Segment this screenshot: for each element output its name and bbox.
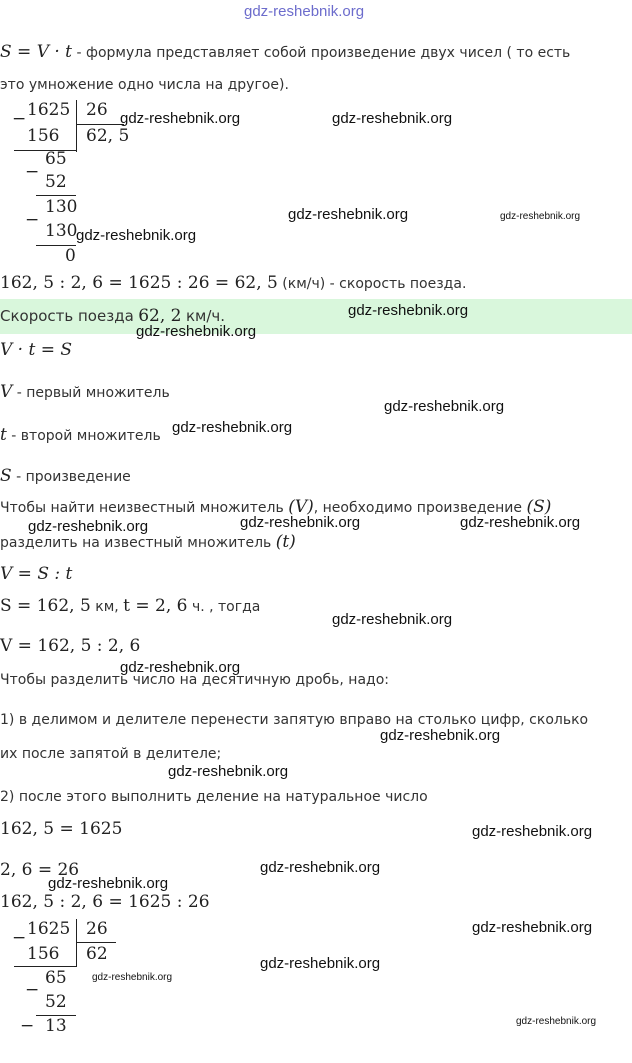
rule-symbol-t: (t) bbox=[275, 532, 296, 552]
watermark: gdz-reshebnik.org bbox=[136, 323, 257, 340]
watermark-top: gdz-reshebnik.org bbox=[244, 3, 365, 20]
watermark: gdz-reshebnik.org bbox=[120, 110, 241, 127]
remainder-1: 65 bbox=[45, 149, 67, 169]
watermark: gdz-reshebnik.org bbox=[28, 518, 149, 535]
symbol-v: V bbox=[0, 382, 13, 402]
watermark: gdz-reshebnik.org bbox=[460, 514, 581, 531]
watermark: gdz-reshebnik.org bbox=[240, 514, 361, 531]
definition-t bbox=[0, 425, 161, 445]
underline-1 bbox=[14, 966, 76, 967]
formula-description: - формула представляет собой произведение двух чисел ( то есть bbox=[76, 45, 571, 61]
formula-paragraph bbox=[0, 42, 570, 62]
step-1-line-2: их после запятой в делителе; bbox=[0, 746, 222, 762]
subtrahend-1: 156 bbox=[27, 944, 60, 964]
rule-text-c: разделить на известный множитель bbox=[0, 535, 272, 551]
watermark: gdz-reshebnik.org bbox=[260, 955, 381, 972]
minus-sign: − bbox=[20, 1016, 35, 1036]
quotient-line bbox=[76, 942, 116, 943]
equation-2: 2, 6 = 26 bbox=[0, 860, 80, 880]
divisor: 26 bbox=[86, 100, 108, 120]
dividend: 1625 bbox=[27, 100, 71, 120]
given-t: t = 2, 6 bbox=[123, 596, 188, 616]
minus-sign: − bbox=[25, 980, 40, 1000]
division-bar bbox=[76, 919, 77, 967]
step-2: 2) после этого выполнить деление на натуральное число bbox=[0, 789, 428, 805]
minus-sign: − bbox=[12, 109, 27, 129]
minus-sign: − bbox=[25, 162, 40, 182]
remainder-2: 13 bbox=[45, 1016, 67, 1036]
rule-symbol-s: (S) bbox=[526, 497, 552, 517]
step-1-line-1: 1) в делимом и делителе перенести запятую вправо на столько цифр, сколько bbox=[0, 712, 589, 728]
formula-svt: S = V · t bbox=[0, 42, 73, 62]
definition-v bbox=[0, 382, 170, 402]
answer-unit: км/ч. bbox=[185, 307, 225, 325]
formula-vts: V · t = S bbox=[0, 340, 73, 360]
minus-sign: − bbox=[25, 210, 40, 230]
definition-v-text: - первый множитель bbox=[16, 385, 170, 401]
symbol-t: t bbox=[0, 425, 7, 445]
watermark: gdz-reshebnik.org bbox=[260, 859, 381, 876]
answer-label: Скорость поезда bbox=[0, 307, 134, 325]
formula-v-s-t: V = S : t bbox=[0, 564, 73, 584]
dividend: 1625 bbox=[27, 919, 71, 939]
equation-1: 162, 5 = 1625 bbox=[0, 819, 123, 839]
watermark: gdz-reshebnik.org bbox=[48, 875, 169, 892]
definition-s bbox=[0, 466, 131, 486]
watermark: gdz-reshebnik.org bbox=[172, 419, 293, 436]
quotient: 62 bbox=[86, 944, 108, 964]
equation-3: 162, 5 : 2, 6 = 1625 : 26 bbox=[0, 892, 210, 912]
watermark: gdz-reshebnik.org bbox=[384, 398, 505, 415]
watermark: gdz-reshebnik.org bbox=[348, 302, 469, 319]
subtrahend-1: 156 bbox=[27, 126, 60, 146]
given-s: S = 162, 5 bbox=[0, 596, 91, 616]
result-description: (км/ч) - скорость поезда. bbox=[282, 276, 467, 292]
watermark: gdz-reshebnik.org bbox=[76, 227, 197, 244]
watermark: gdz-reshebnik.org bbox=[332, 110, 453, 127]
quotient-line bbox=[76, 124, 124, 125]
rule-text-a: Чтобы найти неизвестный множитель bbox=[0, 500, 284, 516]
watermark: gdz-reshebnik.org bbox=[516, 1016, 597, 1027]
watermark: gdz-reshebnik.org bbox=[168, 763, 289, 780]
remainder-1: 65 bbox=[45, 968, 67, 988]
watermark: gdz-reshebnik.org bbox=[500, 211, 581, 222]
divisor: 26 bbox=[86, 919, 108, 939]
watermark: gdz-reshebnik.org bbox=[120, 659, 241, 676]
rule-text-b: , необходимо произведение bbox=[313, 500, 522, 516]
division-bar bbox=[76, 100, 77, 152]
formula-v-value: V = 162, 5 : 2, 6 bbox=[0, 636, 141, 656]
rule-symbol-v: (V) bbox=[288, 497, 314, 517]
watermark: gdz-reshebnik.org bbox=[472, 823, 593, 840]
given-km: км, bbox=[95, 599, 119, 615]
remainder-2: 130 bbox=[45, 197, 78, 217]
watermark: gdz-reshebnik.org bbox=[288, 206, 409, 223]
result-line bbox=[0, 273, 466, 293]
subtrahend-3: 130 bbox=[45, 221, 78, 241]
symbol-s: S bbox=[0, 466, 12, 486]
subtrahend-2: 52 bbox=[45, 992, 67, 1012]
quotient: 62, 5 bbox=[86, 126, 130, 146]
given-values bbox=[0, 596, 260, 616]
result-equation: 162, 5 : 2, 6 = 1625 : 26 = 62, 5 bbox=[0, 273, 278, 293]
rule-unknown-factor-line2 bbox=[0, 532, 296, 552]
watermark: gdz-reshebnik.org bbox=[380, 727, 501, 744]
watermark: gdz-reshebnik.org bbox=[472, 919, 593, 936]
minus-sign: − bbox=[12, 928, 27, 948]
answer-value: 62, 2 bbox=[138, 306, 182, 326]
watermark: gdz-reshebnik.org bbox=[92, 972, 173, 983]
rule-decimal-division: Чтобы разделить число на десятичную дробь, надо: bbox=[0, 672, 389, 688]
underline-2 bbox=[36, 195, 76, 196]
definition-t-text: - второй множитель bbox=[11, 428, 161, 444]
watermark: gdz-reshebnik.org bbox=[332, 611, 453, 628]
given-tail: ч. , тогда bbox=[191, 599, 261, 615]
subtrahend-2: 52 bbox=[45, 172, 67, 192]
formula-description-line2: это умножение одно числа на другое). bbox=[0, 77, 289, 93]
remainder-3: 0 bbox=[65, 246, 76, 266]
definition-s-text: - произведение bbox=[16, 469, 131, 485]
